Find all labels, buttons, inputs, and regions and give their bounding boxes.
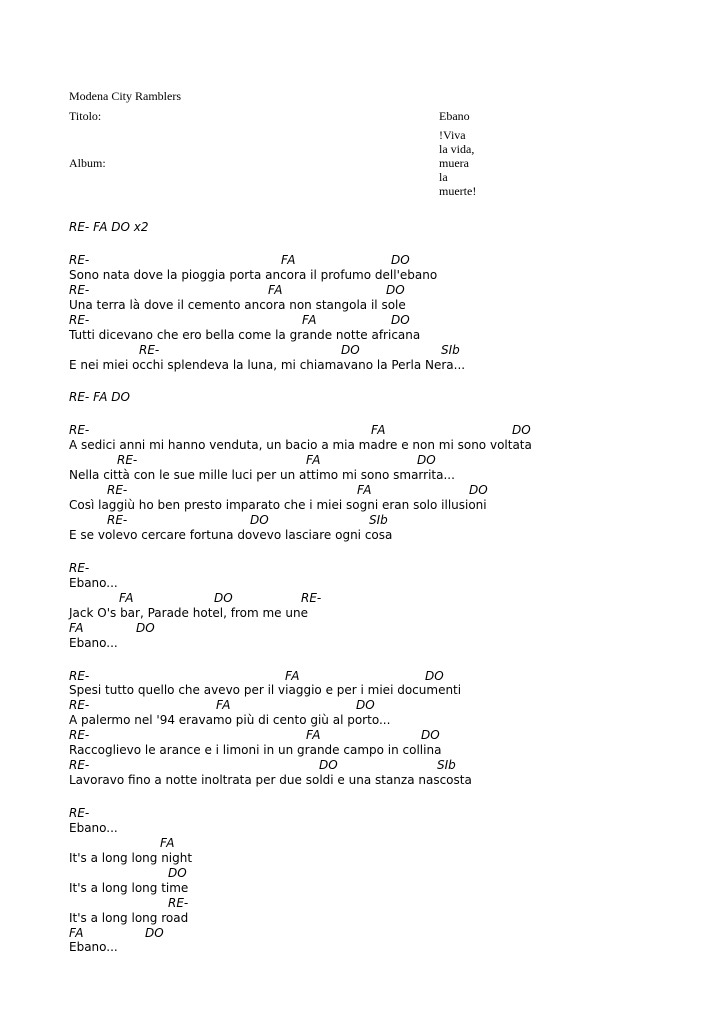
lyric-line: Sono nata dove la pioggia porta ancora il profumo dell'ebano bbox=[69, 267, 438, 282]
chord: RE- bbox=[69, 758, 90, 773]
lyric-line: A palermo nel '94 eravamo più di cento giù al porto... bbox=[69, 713, 391, 728]
lyric-line: Tutti dicevano che ero bella come la grande notte africana bbox=[69, 327, 421, 342]
chord: RE- bbox=[107, 513, 128, 527]
chord: FA bbox=[216, 698, 231, 713]
lyric-line: E nei miei occhi splendeva la luna, mi chiamavano la Perla Nera... bbox=[69, 357, 466, 372]
lyric-line: E se volevo cercare fortuna dovevo lasciare ogni cosa bbox=[69, 527, 393, 542]
chord: RE- bbox=[69, 252, 90, 267]
chord-line: RE- bbox=[69, 806, 90, 820]
album-line: la bbox=[439, 170, 448, 184]
chord: DO bbox=[391, 252, 410, 267]
chord-line bbox=[69, 513, 532, 528]
chord: FA bbox=[160, 835, 175, 850]
chord-line: RE- bbox=[69, 560, 90, 575]
chord-line bbox=[69, 926, 532, 941]
chord: FA bbox=[119, 590, 134, 605]
lyric-line: Ebano... bbox=[69, 940, 118, 955]
chord: DO bbox=[145, 925, 164, 940]
chord: RE- bbox=[168, 895, 189, 910]
chord: FA bbox=[357, 483, 372, 498]
chord: RE- bbox=[69, 312, 90, 327]
lyric-line: Raccoglievo le arance e i limoni in un grande campo in collina bbox=[69, 743, 442, 758]
chord: DO bbox=[168, 865, 187, 880]
chord-line bbox=[69, 343, 532, 358]
lyric-line: Così laggiù ho ben presto imparato che i miei sogni eran solo illusioni bbox=[69, 498, 487, 513]
interlude-chords: RE- FA DO bbox=[69, 390, 130, 405]
chord-line bbox=[69, 283, 532, 298]
chord: DO bbox=[417, 453, 436, 468]
chord-line bbox=[69, 728, 532, 743]
chord: DO bbox=[356, 698, 375, 713]
lyric-line: It's a long long night bbox=[69, 850, 193, 865]
artist-name: Modena City Ramblers bbox=[69, 89, 181, 103]
chord: DO bbox=[136, 620, 155, 635]
chord-line bbox=[69, 483, 532, 498]
chord: FA bbox=[306, 728, 321, 743]
chord: FA bbox=[268, 282, 283, 297]
lyric-line: Ebano... bbox=[69, 635, 118, 650]
intro-chords: RE- FA DO x2 bbox=[69, 220, 149, 234]
chord-line bbox=[69, 758, 532, 773]
lyric-line: Jack O's bar, Parade hotel, from me une bbox=[69, 605, 308, 620]
lyric-line: Ebano... bbox=[69, 575, 118, 590]
lyric-line: Lavoravo fino a notte inoltrata per due soldi e una stanza nascosta bbox=[69, 773, 472, 788]
chord: DO bbox=[469, 483, 488, 498]
lyric-line: Una terra là dove il cemento ancora non stangola il sole bbox=[69, 297, 406, 312]
chord-line bbox=[69, 836, 532, 851]
album-line: la vida, bbox=[439, 142, 475, 156]
album-line: muerte! bbox=[439, 184, 477, 198]
chord: DO bbox=[341, 342, 360, 357]
chord: SIb bbox=[441, 342, 460, 357]
chord: FA bbox=[285, 668, 300, 683]
chord: DO bbox=[421, 728, 440, 743]
album-line: !Viva bbox=[439, 128, 466, 142]
chord: FA bbox=[69, 620, 84, 635]
chord: SIb bbox=[369, 513, 388, 527]
chord: FA bbox=[302, 312, 317, 327]
chord: DO bbox=[512, 423, 531, 438]
chord-line bbox=[69, 669, 532, 684]
song-body bbox=[69, 220, 532, 955]
lyric-line: It's a long long road bbox=[69, 910, 189, 925]
chord-line bbox=[69, 591, 532, 606]
chord-line bbox=[69, 698, 532, 713]
chord: RE- bbox=[69, 282, 90, 297]
chord: RE- bbox=[69, 698, 90, 713]
lyric-line: Ebano... bbox=[69, 820, 118, 835]
chord-line bbox=[69, 453, 532, 468]
album-value bbox=[439, 128, 476, 198]
chord: RE- bbox=[69, 668, 90, 683]
chord: RE- bbox=[117, 453, 138, 468]
chord-line bbox=[69, 866, 532, 881]
lyric-line: A sedici anni mi hanno venduta, un bacio a mia madre e non mi sono voltata bbox=[69, 438, 532, 453]
chord: RE- bbox=[69, 728, 90, 743]
chord-line bbox=[69, 621, 532, 636]
chord: RE- bbox=[107, 483, 128, 498]
album-label: Album: bbox=[69, 156, 106, 170]
chord: DO bbox=[386, 282, 405, 297]
chord: RE- bbox=[139, 342, 160, 357]
chord-line bbox=[69, 423, 532, 438]
chord: DO bbox=[250, 513, 269, 527]
chord-line bbox=[69, 896, 532, 911]
chord: FA bbox=[281, 252, 296, 267]
chord: DO bbox=[391, 312, 410, 327]
chord: RE- bbox=[301, 590, 322, 605]
chord: RE- bbox=[69, 423, 90, 438]
chord: SIb bbox=[437, 758, 456, 773]
album-line: muera bbox=[439, 156, 469, 170]
title-value: Ebano bbox=[439, 109, 470, 123]
chord: DO bbox=[319, 758, 338, 773]
chord: DO bbox=[214, 590, 233, 605]
lyric-line: Nella città con le sue mille luci per un attimo mi sono smarrita... bbox=[69, 468, 455, 483]
title-label: Titolo: bbox=[69, 109, 102, 123]
chord: FA bbox=[306, 453, 321, 468]
chord: FA bbox=[69, 925, 84, 940]
lyric-line: It's a long long time bbox=[69, 880, 189, 895]
chord: FA bbox=[371, 423, 386, 438]
chord: DO bbox=[425, 668, 444, 683]
lyric-line: Spesi tutto quello che avevo per il viaggio e per i miei documenti bbox=[69, 683, 462, 698]
chord-line bbox=[69, 253, 532, 268]
chord-line bbox=[69, 313, 532, 328]
